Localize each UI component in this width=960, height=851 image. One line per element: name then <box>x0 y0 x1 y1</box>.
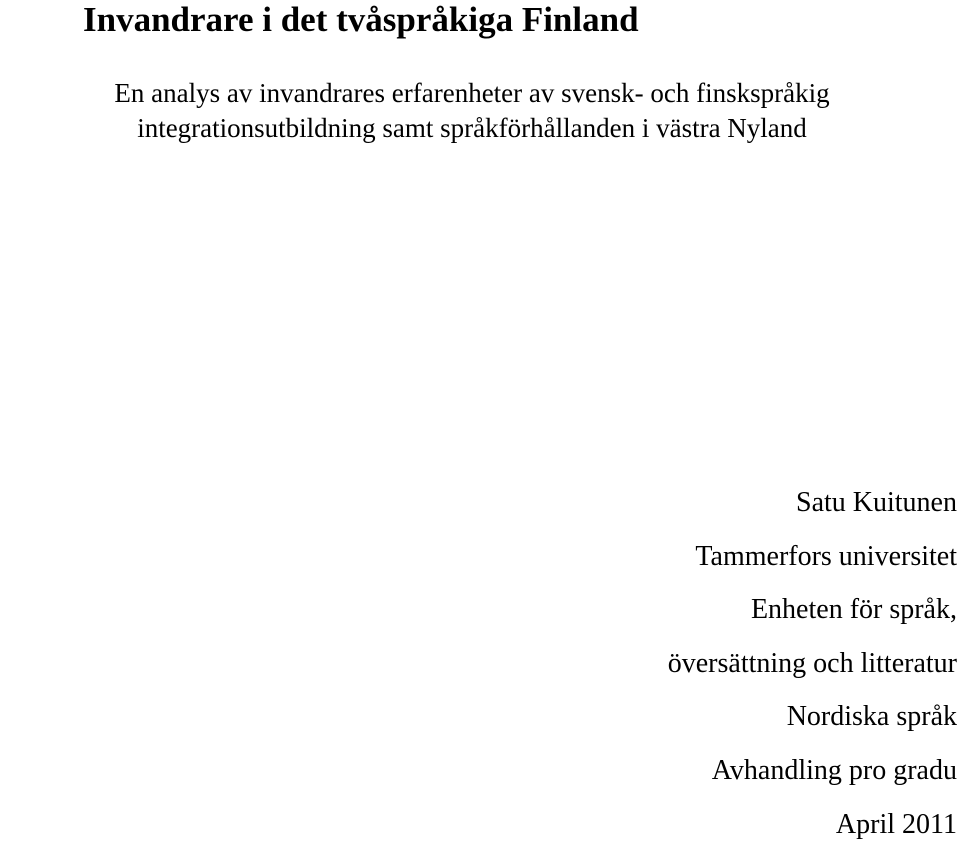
unit-name-line-2: översättning och litteratur <box>667 647 957 679</box>
document-subtitle <box>2 76 942 146</box>
unit-name-line-1: Enheten för språk, <box>750 594 957 626</box>
author-name: Satu Kuitunen <box>796 487 957 518</box>
submission-date: April 2011 <box>835 808 957 840</box>
subtitle-line-1: En analys av invandrares erfarenheter av svensk- och finskspråkig <box>114 78 830 108</box>
subject-name: Nordiska språk <box>786 701 957 733</box>
document-title: Invandrare i det tvåspråkiga Finland <box>83 0 639 39</box>
subtitle-line-2: integrationsutbildning samt språkförhållanden i västra Nyland <box>137 113 807 143</box>
university-name: Tammerfors universitet <box>695 540 957 572</box>
title-page-details <box>668 476 957 851</box>
thesis-type: Avhandling pro gradu <box>711 754 957 786</box>
